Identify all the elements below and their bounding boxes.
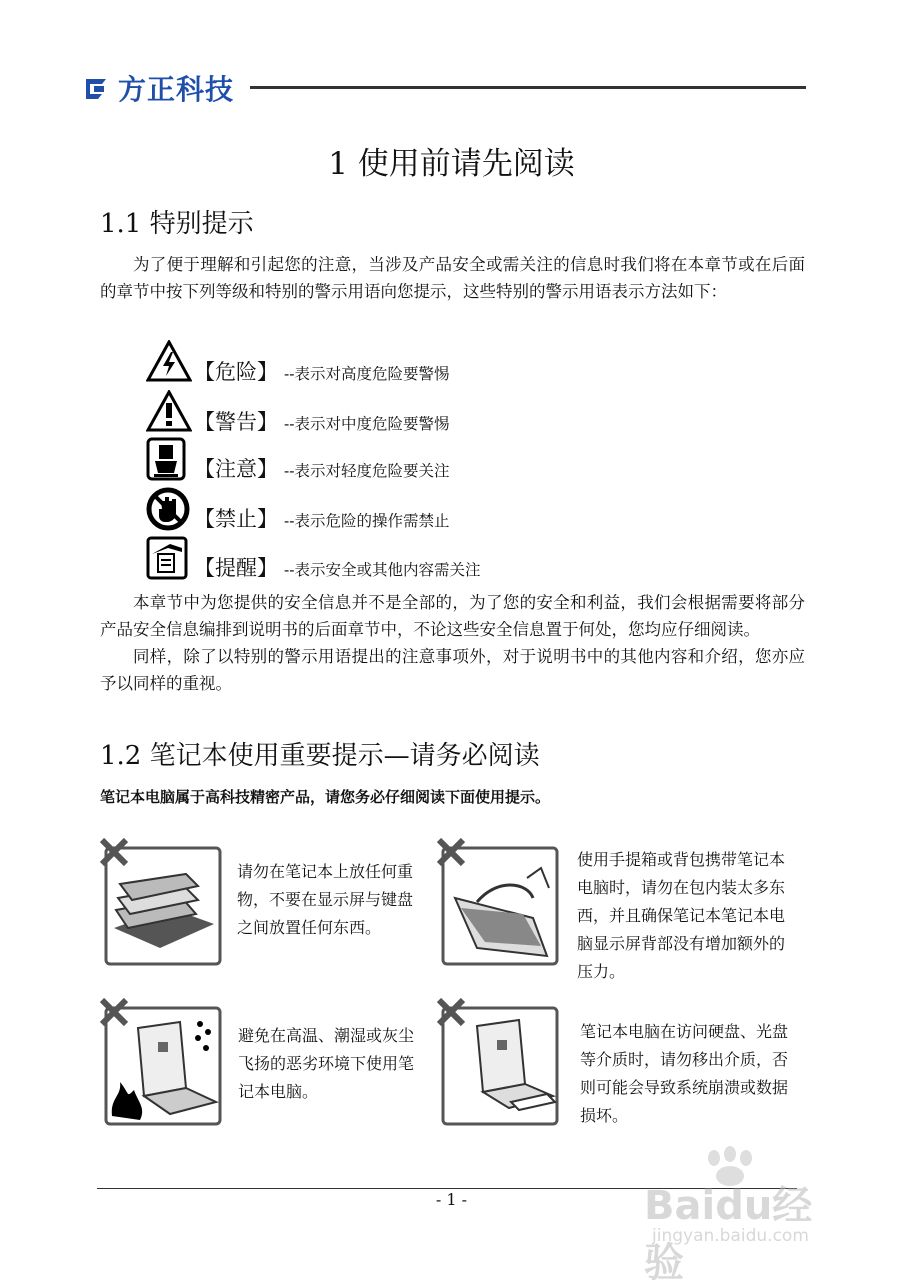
- no-eject-during-access-icon: [437, 998, 559, 1126]
- intro-paragraph: 为了便于理解和引起您的注意，当涉及产品安全或需关注的信息时我们将在本章节或在后面的章节中按下列等级和特别的警示用语向您提示，这些特别的警示用语表示方法如下：: [100, 255, 805, 301]
- warning-row-warning: [146, 390, 449, 436]
- warning-tag: 【提醒】: [194, 556, 278, 580]
- warning-desc: --表示对高度危险要警惕: [284, 365, 450, 383]
- warning-desc: --表示安全或其他内容需关注: [284, 561, 481, 579]
- section-1-1-title: 1.1 特别提示: [100, 209, 254, 239]
- warning-tag: 【注意】: [194, 457, 278, 481]
- no-heavy-objects-icon: [100, 838, 222, 966]
- watermark-brand: Baidu经验: [644, 1183, 813, 1286]
- baidu-watermark: [640, 1140, 850, 1286]
- warning-desc: --表示对中度危险要警惕: [284, 415, 450, 433]
- warning-tag: 【警告】: [194, 410, 278, 434]
- tip-text: 请勿在笔记本上放任何重物，不要在显示屏与键盘之间放置任何东西。: [237, 862, 414, 937]
- logo-text: 方正科技: [118, 73, 235, 106]
- exclamation-triangle-icon: [146, 390, 192, 436]
- tip-text: 使用手提箱或背包携带笔记本电脑时，请勿在包内装太多东西，并且确保笔记本笔记本电脑显示屏背部没有增加额外的压力。: [577, 850, 786, 981]
- warning-desc: --表示对轻度危险要关注: [284, 462, 450, 480]
- section-1-1-body: [100, 589, 805, 697]
- chapter-title: 1 使用前请先阅读: [328, 146, 575, 182]
- no-harsh-environment-icon: [100, 998, 222, 1126]
- notice-document-icon: [146, 536, 192, 582]
- attention-paragraph: 同样，除了以特别的警示用语提出的注意事项外，对于说明书中的其他内容和介绍，您亦应予以同样的重视。: [100, 647, 805, 693]
- logo-mark-icon: [82, 73, 112, 103]
- warning-row-notice: [146, 536, 480, 582]
- warning-row-prohibited: [146, 487, 449, 533]
- high-voltage-triangle-icon: [146, 340, 192, 386]
- section-1-1-intro: [100, 251, 805, 305]
- warning-row-caution: [146, 437, 449, 483]
- warning-row-danger: [146, 340, 449, 386]
- caution-hand-icon: [146, 437, 192, 483]
- warning-tag: 【禁止】: [194, 507, 278, 531]
- tip-text: 笔记本电脑在访问硬盘、光盘等介质时，请勿移出介质，否则可能会导致系统崩溃或数据损坏。: [580, 1022, 789, 1125]
- tip-text: 避免在高温、潮湿或灰尘飞扬的恶劣环境下使用笔记本电脑。: [238, 1026, 415, 1101]
- warning-tag: 【危险】: [194, 360, 278, 384]
- page-number: - 1 -: [435, 1190, 468, 1209]
- watermark-url: jingyan.baidu.com: [652, 1226, 809, 1246]
- no-overstuffed-bag-icon: [437, 838, 559, 966]
- section-1-2-intro: 笔记本电脑属于高科技精密产品，请您务必仔细阅读下面使用提示。: [100, 788, 551, 806]
- company-logo: [82, 70, 234, 106]
- prohibited-hand-icon: [146, 487, 192, 533]
- section-1-2-title: 1.2 笔记本使用重要提示—请务必阅读: [100, 741, 540, 771]
- safety-info-paragraph: 本章节中为您提供的安全信息并不是全部的，为了您的安全和利益，我们会根据需要将部分产品安全信息编排到说明书的后面章节中，不论这些安全信息置于何处，您均应仔细阅读。: [100, 593, 805, 639]
- warning-desc: --表示危险的操作需禁止: [284, 512, 450, 530]
- header-rule: [250, 86, 806, 89]
